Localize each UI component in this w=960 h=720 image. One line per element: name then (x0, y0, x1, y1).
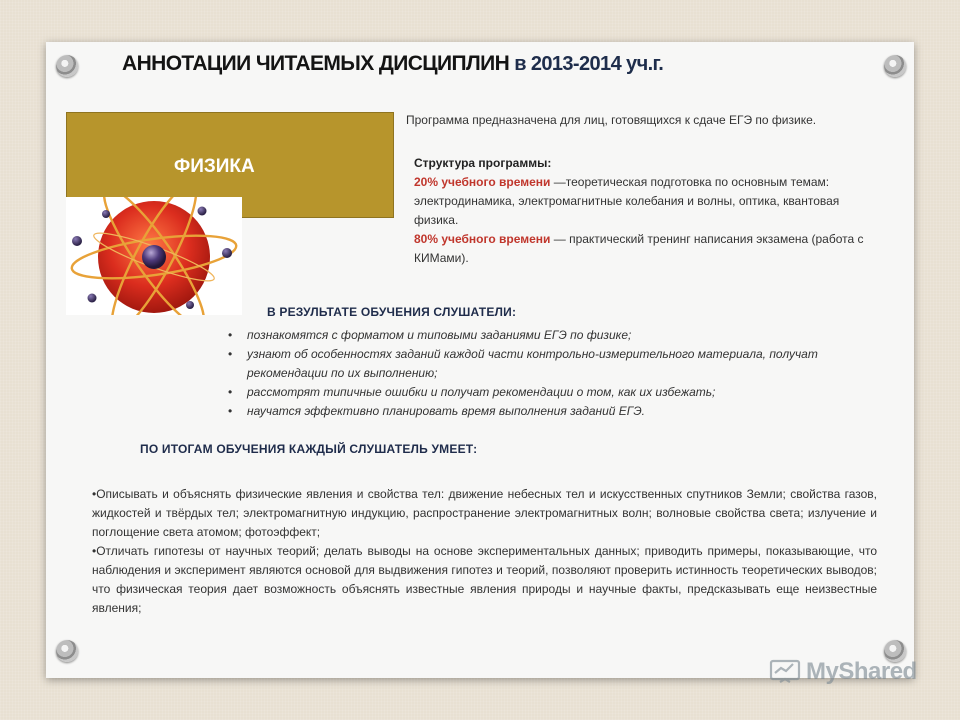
results-list (228, 326, 878, 421)
watermark-text: MyShared (806, 658, 917, 685)
page-title-period: в 2013-2014 уч.г. (509, 53, 664, 75)
theory-share: 20% учебного времени (414, 175, 551, 189)
page-title (122, 52, 663, 76)
structure-title: Структура программы: (414, 156, 552, 170)
program-structure (414, 154, 884, 268)
screw-icon (884, 55, 906, 77)
list-item: • узнают об особенностях заданий каждой части контрольно-измерительного материала, получат рекомендации по их выполнению; (228, 345, 878, 383)
structure-item-practice (414, 230, 884, 268)
presentation-icon (768, 658, 802, 686)
skills-section (92, 485, 877, 618)
skills-paragraph: •Отличать гипотезы от научных теорий; делать выводы на основе экспериментальных данных; приводить примеры, показывающие, что наблюдения и эксперимент являются основой для выдвижения гипотез и теорий, позволяют проверить истинность теоретических выводов; что физическая теория дает возможность объяснять известные явления природы и научные факты, предсказывать еще неизвестные явления; (92, 544, 877, 615)
subject-title: ФИЗИКА (174, 156, 255, 177)
skills-heading: ПО ИТОГАМ ОБУЧЕНИЯ КАЖДЫЙ СЛУШАТЕЛЬ УМЕЕТ: (140, 442, 478, 456)
screw-icon (56, 55, 78, 77)
practice-share: 80% учебного времени (414, 232, 551, 246)
theory-description: —теоретическая подготовка по основным темам: электродинамика, электромагнитные колебания и волны, оптика, квантовая физика. (414, 175, 840, 227)
results-heading: В РЕЗУЛЬТАТЕ ОБУЧЕНИЯ СЛУШАТЕЛИ: (267, 305, 517, 319)
atom-icon (66, 197, 242, 315)
list-item: • познакомятся с форматом и типовыми заданиями ЕГЭ по физике; (228, 326, 878, 345)
list-item: • научатся эффективно планировать время выполнения заданий ЕГЭ. (228, 402, 878, 421)
structure-item-theory (414, 173, 884, 230)
skills-paragraph: •Описывать и объяснять физические явления и свойства тел: движение небесных тел и искусственных спутников Земли; свойства газов, жидкостей и твёрдых тел; электромагнитную индукцию, распространение электромагнитных волн; волновые свойства света; излучение и поглощение света атомом; фотоэффект; (92, 487, 877, 539)
screw-icon (56, 640, 78, 662)
practice-description: — практический тренинг написания экзамена (работа с КИМами). (414, 232, 864, 265)
page-title-main: АННОТАЦИИ ЧИТАЕМЫХ ДИСЦИПЛИН (122, 52, 510, 75)
watermark (768, 658, 917, 686)
atom-illustration (66, 197, 242, 315)
program-intro: Программа предназначена для лиц, готовящихся к сдаче ЕГЭ по физике. (406, 113, 817, 127)
list-item: • рассмотрят типичные ошибки и получат рекомендации о том, как их избежать; (228, 383, 878, 402)
